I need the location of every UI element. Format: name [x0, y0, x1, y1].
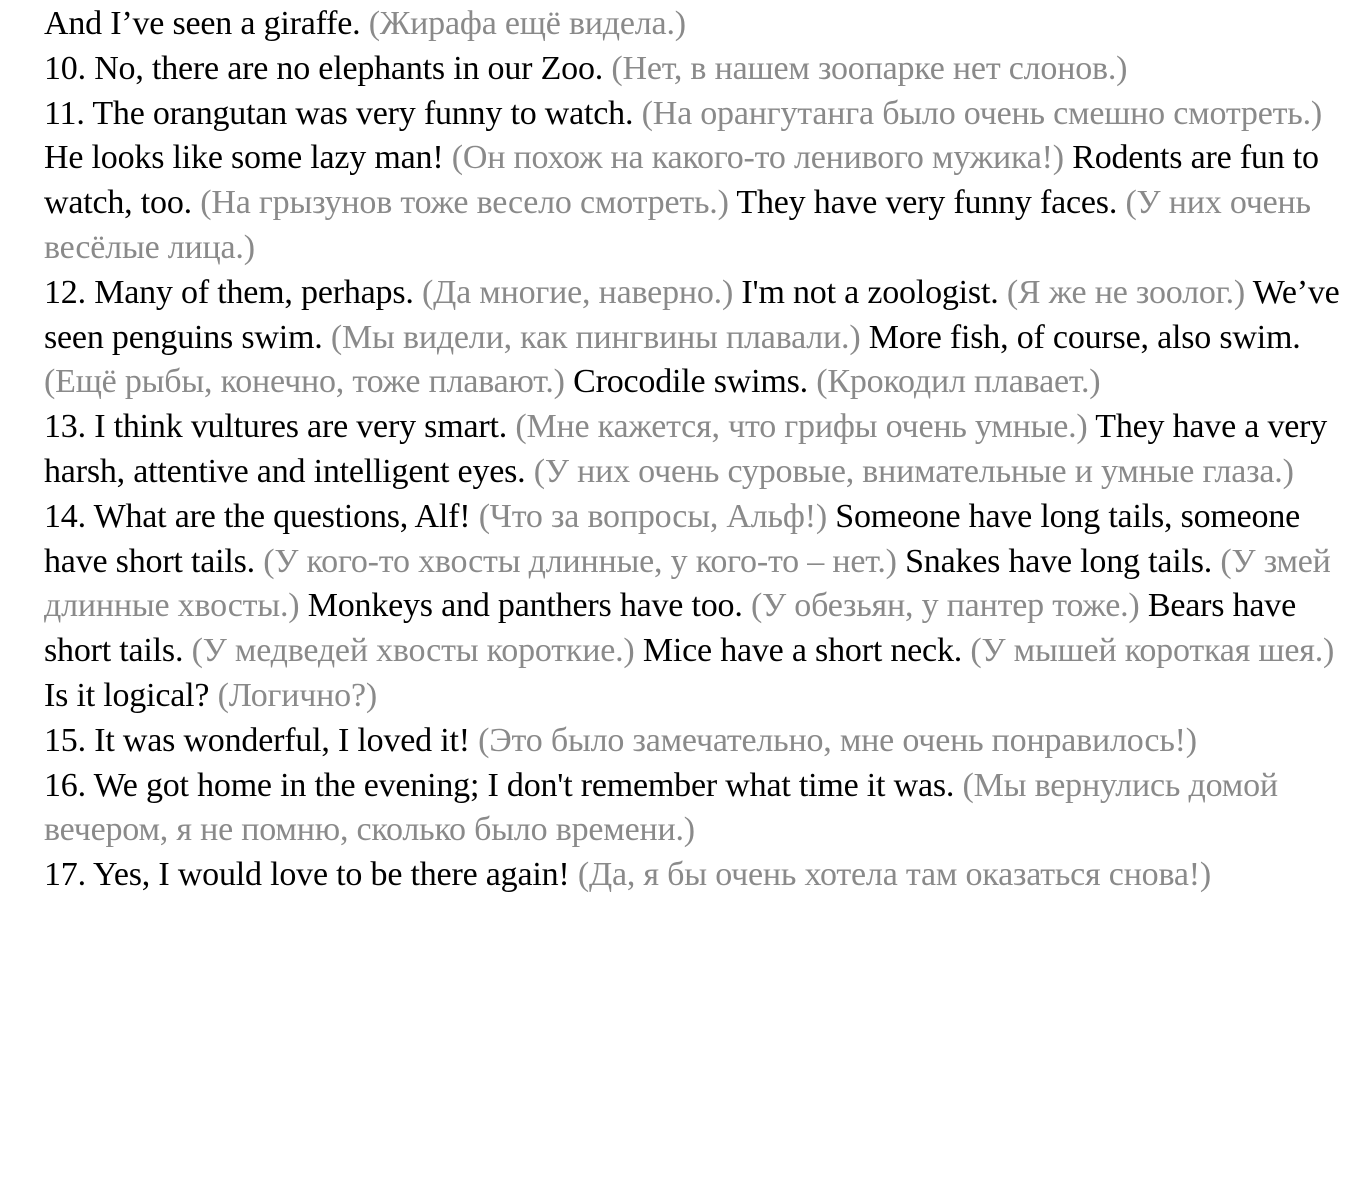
russian-translation: (У медведей хвосты короткие.)	[191, 632, 635, 670]
russian-translation: (У обезьян, у пантер тоже.)	[750, 587, 1140, 625]
russian-translation: (У них очень суровые, внимательные и умные глаза.)	[533, 452, 1294, 490]
paragraph-p10	[44, 47, 1344, 92]
paragraph-p13	[44, 405, 1344, 495]
russian-translation: (Да, я бы очень хотела там оказаться снова!)	[577, 856, 1212, 894]
english-sentence: Monkeys and panthers have too.	[307, 587, 743, 625]
document-body	[44, 2, 1344, 898]
english-sentence: Someone have long tails, someone have short tails.	[44, 497, 1301, 580]
russian-translation: (Я же не зоолог.)	[1006, 273, 1246, 311]
english-sentence: 14. What are the questions, Alf!	[44, 497, 471, 535]
paragraph-p12	[44, 271, 1344, 405]
russian-translation: (У мышей короткая шея.)	[970, 632, 1335, 670]
russian-translation: (Да многие, наверно.)	[421, 273, 734, 311]
english-sentence: 12. Many of them, perhaps.	[44, 273, 414, 311]
english-sentence: 10. No, there are no elephants in our Zoo.	[44, 49, 604, 87]
russian-translation: (Мы видели, как пингвины плавали.)	[330, 318, 861, 356]
english-sentence: Mice have a short neck.	[642, 632, 963, 670]
english-sentence: Bears have short tails.	[44, 587, 1296, 670]
russian-translation: (Нет, в нашем зоопарке нет слонов.)	[611, 49, 1128, 87]
russian-translation: (Крокодил плавает.)	[816, 363, 1101, 401]
english-sentence: Snakes have long tails.	[905, 542, 1213, 580]
english-sentence: They have very funny faces.	[736, 184, 1118, 222]
english-sentence: Crocodile swims.	[573, 363, 808, 401]
english-sentence: I'm not a zoologist.	[741, 273, 999, 311]
paragraph-p9	[44, 2, 1344, 47]
english-sentence: 15. It was wonderful, I loved it!	[44, 721, 470, 759]
english-sentence: Is it logical?	[44, 676, 210, 714]
russian-translation: (У змей длинные хвосты.)	[44, 542, 1331, 625]
english-sentence: 16. We got home in the evening; I don't remember what time it was.	[44, 766, 955, 804]
english-sentence: They have a very harsh, attentive and intelligent eyes.	[44, 408, 1328, 490]
english-sentence: Rodents are fun to watch, too.	[44, 139, 1319, 222]
russian-translation: (У кого-то хвосты длинные, у кого-то – нет.)	[263, 542, 897, 580]
russian-translation: (Что за вопросы, Альф!)	[478, 497, 827, 535]
english-sentence: 13. I think vultures are very smart.	[44, 408, 508, 446]
paragraph-p15	[44, 719, 1344, 764]
paragraph-p14	[44, 495, 1344, 719]
english-sentence: And I’ve seen a giraffe.	[44, 5, 361, 42]
english-sentence: 11. The orangutan was very funny to watch.	[44, 94, 634, 132]
russian-translation: (Логично?)	[217, 676, 377, 714]
russian-translation: (На орангутанга было очень смешно смотреть.)	[641, 94, 1322, 132]
paragraph-p16	[44, 764, 1344, 854]
english-sentence: He looks like some lazy man!	[44, 139, 444, 177]
russian-translation: (Мы вернулись домой вечером, я не помню, сколько было времени.)	[44, 766, 1278, 849]
russian-translation: (Ещё рыбы, конечно, тоже плавают.)	[44, 363, 565, 401]
russian-translation: (У них очень весёлые лица.)	[44, 184, 1311, 266]
paragraph-p17	[44, 853, 1344, 898]
russian-translation: (Он похож на какого-то ленивого мужика!)	[451, 139, 1064, 177]
english-sentence: We’ve seen penguins swim.	[44, 273, 1340, 356]
russian-translation: (Это было замечательно, мне очень понравилось!)	[478, 721, 1197, 759]
russian-translation: (На грызунов тоже весело смотреть.)	[200, 184, 729, 222]
english-sentence: 17. Yes, I would love to be there again!	[44, 856, 570, 894]
russian-translation: (Мне кажется, что грифы очень умные.)	[515, 408, 1088, 446]
paragraph-p11	[44, 92, 1344, 271]
english-sentence: More fish, of course, also swim.	[868, 318, 1301, 356]
russian-translation: (Жирафа ещё видела.)	[368, 5, 686, 42]
